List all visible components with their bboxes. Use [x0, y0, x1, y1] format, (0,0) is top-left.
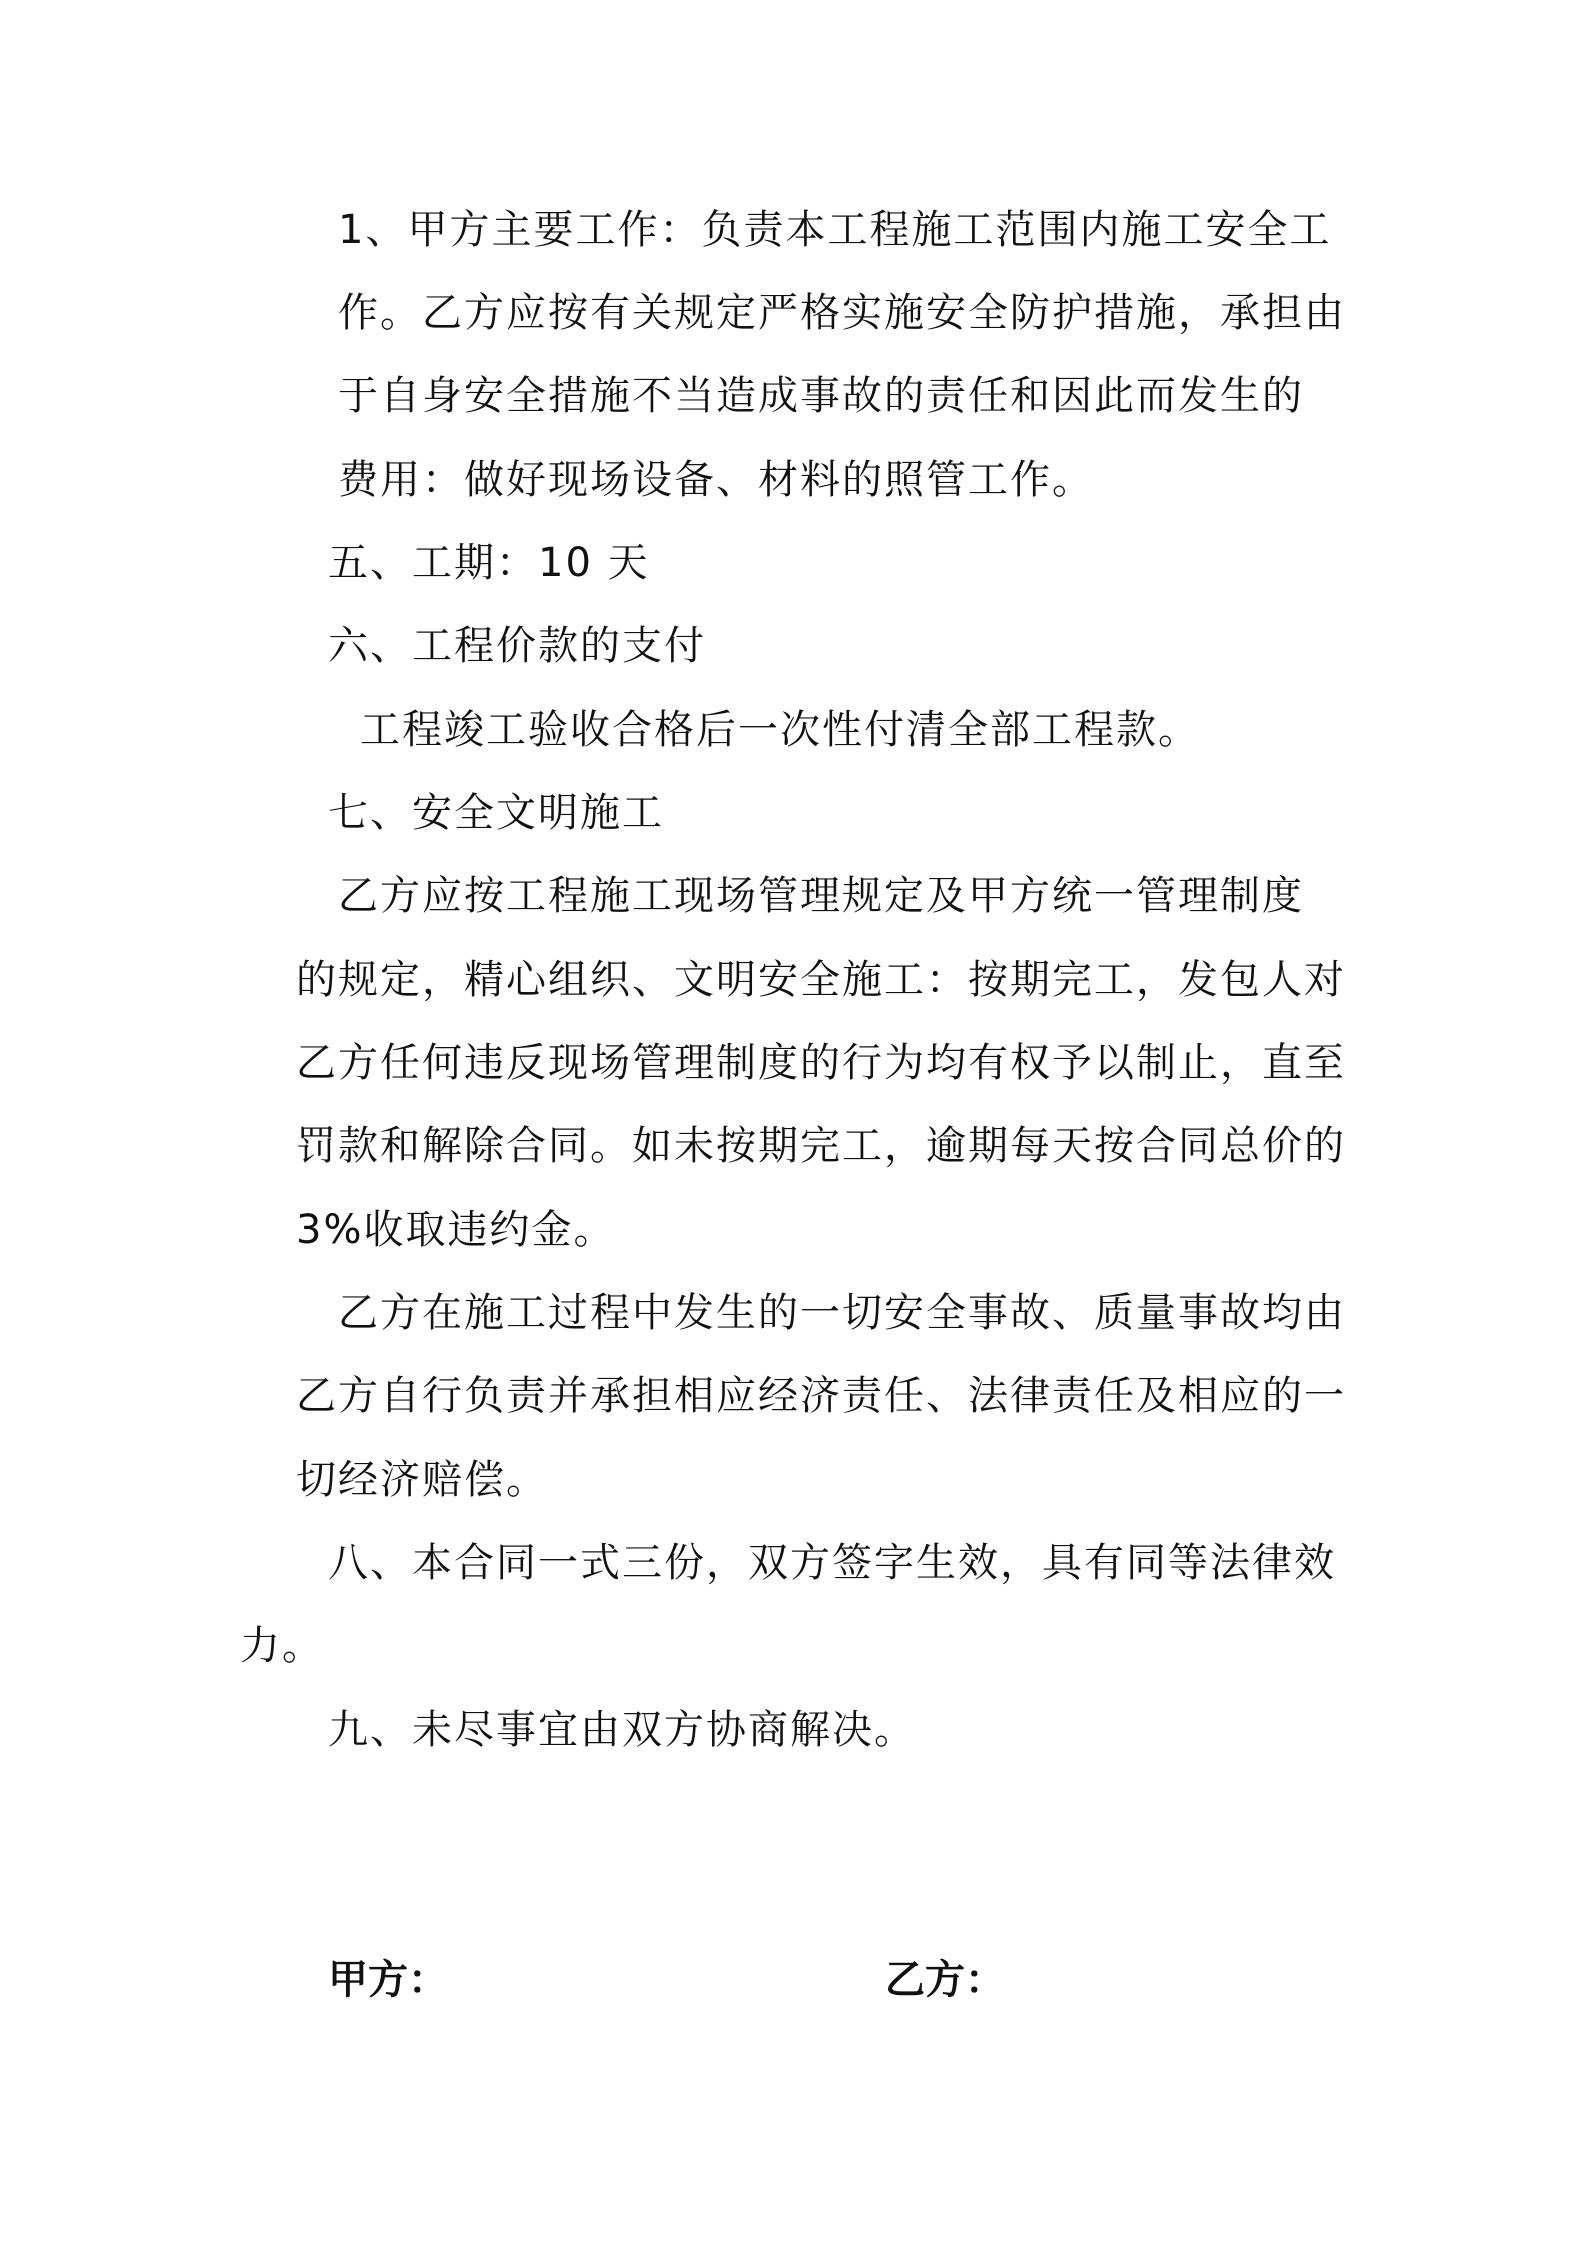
party-a-signature-label: 甲方： [328, 1957, 448, 2003]
clause-7-heading: 七、安全文明施工 [328, 790, 664, 836]
clause-9: 九、未尽事宜由双方协商解决。 [328, 1707, 916, 1753]
clause-4-1-line-4: 费用：做好现场设备、材料的照管工作。 [338, 457, 1094, 503]
clause-6-body: 工程竣工验收合格后一次性付清全部工程款。 [360, 707, 1200, 753]
clause-7-p1-line-4: 罚款和解除合同。如未按期完工，逾期每天按合同总价的 [296, 1123, 1346, 1169]
party-b-signature-label: 乙方： [885, 1957, 1005, 2003]
clause-7-p2-line-2: 乙方自行负责并承担相应经济责任、法律责任及相应的一 [296, 1373, 1346, 1419]
clause-7-p1-line-2: 的规定，精心组织、文明安全施工：按期完工，发包人对 [296, 957, 1346, 1003]
clause-7-p2-line-1: 乙方在施工过程中发生的一切安全事故、质量事故均由 [338, 1290, 1346, 1336]
clause-7-p2-line-3: 切经济赔偿。 [296, 1457, 548, 1503]
clause-7-p1-line-3: 乙方任何违反现场管理制度的行为均有权予以制止，直至 [296, 1040, 1346, 1086]
clause-7-p1-line-5: 3%收取违约金。 [296, 1207, 616, 1253]
clause-8-line-2: 力。 [240, 1623, 324, 1669]
clause-5-heading: 五、工期：10 天 [328, 540, 650, 586]
clause-6-heading: 六、工程价款的支付 [328, 623, 706, 669]
clause-4-1-line-2: 作。乙方应按有关规定严格实施安全防护措施，承担由 [338, 290, 1346, 336]
clause-4-1-line-3: 于自身安全措施不当造成事故的责任和因此而发生的 [338, 373, 1304, 419]
clause-8-line-1: 八、本合同一式三份，双方签字生效，具有同等法律效 [328, 1540, 1336, 1586]
clause-7-p1-line-1: 乙方应按工程施工现场管理规定及甲方统一管理制度 [338, 873, 1304, 919]
clause-4-1-line-1: 1、甲方主要工作：负责本工程施工范围内施工安全工 [338, 207, 1332, 253]
